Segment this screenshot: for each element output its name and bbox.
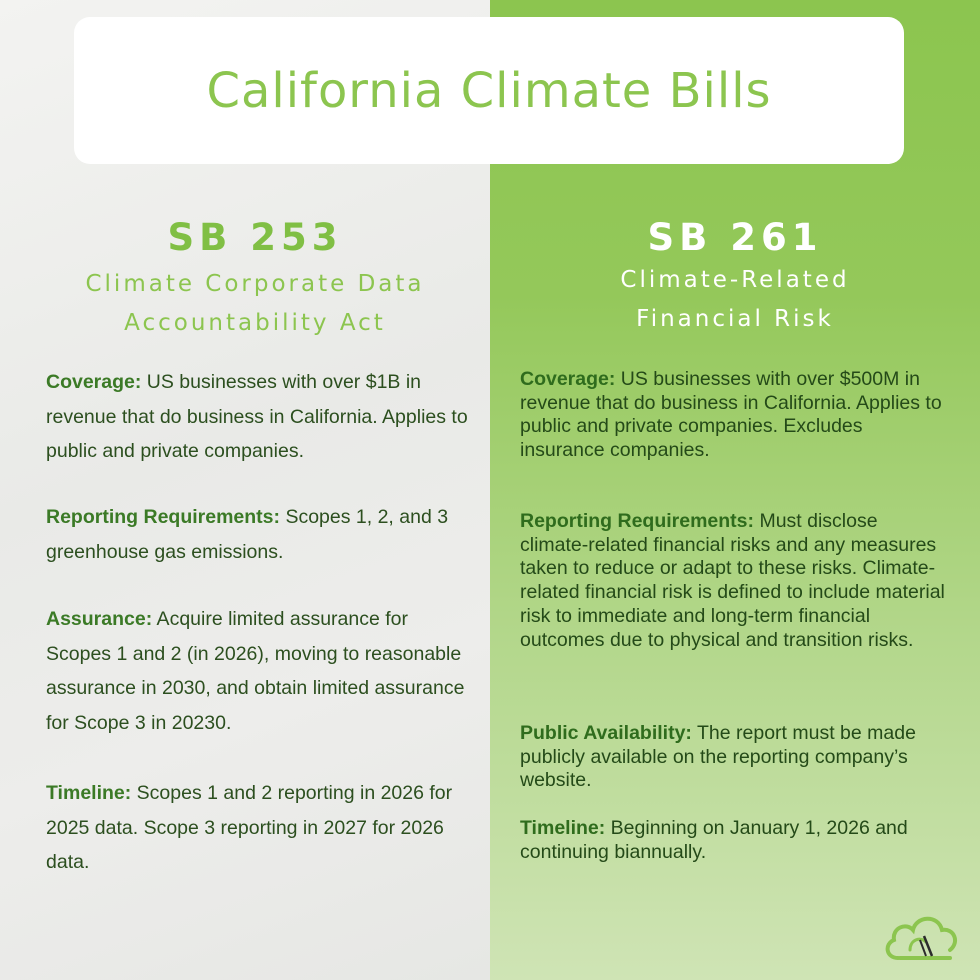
- section-label: Reporting Requirements:: [520, 510, 755, 532]
- sb261-name-line1: Climate-Related: [620, 267, 850, 293]
- section-text: US businesses with over $500M in revenue that do business in California. Applies to public and private companies. Excludes insurance companies.: [520, 368, 942, 462]
- section-label: Public Availability:: [520, 722, 692, 744]
- sb253-coverage: [46, 365, 476, 469]
- sb253-timeline: [46, 776, 476, 880]
- section-label: Coverage:: [520, 368, 616, 390]
- sb261-header: [510, 216, 960, 339]
- sb261-public-availability: [520, 722, 950, 793]
- sb261-name-line2: Financial Risk: [636, 306, 834, 332]
- sb253-assurance: [46, 602, 476, 740]
- sb261-coverage: [520, 368, 950, 463]
- sb261-timeline: [520, 817, 950, 864]
- sb261-name: [510, 261, 960, 339]
- section-label: Timeline:: [46, 782, 132, 804]
- sb253-header: [30, 216, 480, 343]
- section-text: Must disclose climate-related financial risks and any measures taken to reduce or adapt to these risks. Climate-related financial risk is defined to include material risk to immediate and long-term financial outcomes due to physical and transition risks.: [520, 510, 945, 651]
- section-text: Scopes 1 and 2 reporting in 2026 for 2025 data. Scope 3 reporting in 2027 for 2026 data.: [46, 782, 453, 873]
- section-label: Reporting Requirements:: [46, 506, 281, 528]
- section-text: Beginning on January 1, 2026 and continuing biannually.: [520, 817, 908, 863]
- cloud-logo-icon: [880, 906, 960, 964]
- page-title: California Climate Bills: [206, 62, 772, 119]
- section-label: Assurance:: [46, 608, 153, 630]
- sb253-name-line2: Accountability Act: [124, 310, 386, 336]
- sb253-name-line1: Climate Corporate Data: [85, 271, 425, 297]
- section-label: Coverage:: [46, 371, 142, 393]
- title-card: [74, 17, 904, 164]
- section-text: Scopes 1, 2, and 3 greenhouse gas emissions.: [46, 506, 449, 563]
- sb253-reporting: [46, 500, 476, 569]
- sb261-reporting: [520, 510, 950, 652]
- section-text: US businesses with over $1B in revenue that do business in California. Applies to public and private companies.: [46, 371, 468, 462]
- sb253-number: SB 253: [167, 216, 343, 259]
- sb261-number: SB 261: [647, 216, 823, 259]
- section-text: Acquire limited assurance for Scopes 1 and 2 (in 2026), moving to reasonable assurance in 2030, and obtain limited assurance for Scope 3 in 20230.: [46, 608, 465, 734]
- section-text: The report must be made publicly available on the reporting company’s website.: [520, 722, 916, 792]
- sb253-name: [30, 265, 480, 343]
- section-label: Timeline:: [520, 817, 606, 839]
